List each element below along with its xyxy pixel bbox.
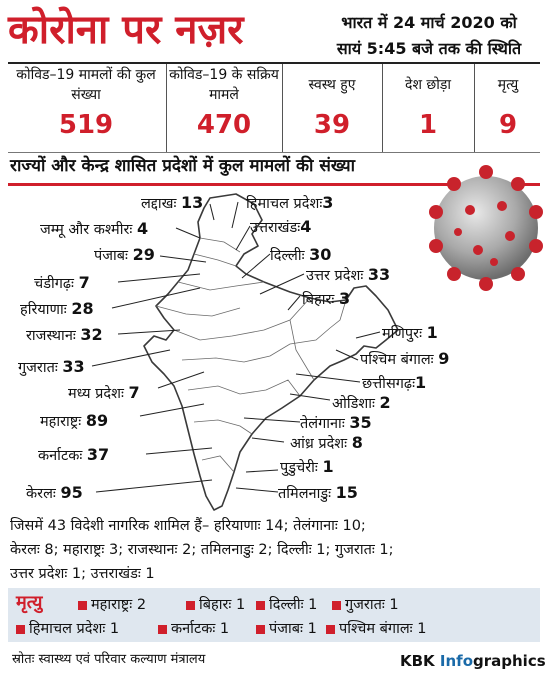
state-label-punjab: पंजाबः 29 xyxy=(94,245,155,264)
stat-label: कोविड–19 के सक्रिय मामले xyxy=(169,67,279,103)
state-label-tamil-nadu: तमिलनाडुः 15 xyxy=(278,483,358,502)
state-label-chhattisgarh: छत्तीसगढ़ः1 xyxy=(362,373,427,392)
stat-value: 470 xyxy=(196,110,252,140)
stat-label: स्वस्थ हुए xyxy=(308,77,356,93)
square-bullet-icon xyxy=(78,601,87,610)
state-label-gujarat: गुजरातः 33 xyxy=(18,357,85,376)
state-label-haryana: हरियाणाः 28 xyxy=(20,299,94,318)
stat-label: देश छोड़ा xyxy=(405,77,451,93)
stat-label: कोविड–19 मामलों की कुल संख्या xyxy=(16,67,156,103)
stat-value: 519 xyxy=(58,110,114,140)
state-label-himachal-pradesh: हिमाचल प्रदेशः3 xyxy=(246,193,334,212)
death-item: बिहारः 1 xyxy=(186,594,245,616)
map-subtitle: राज्यों और केन्द्र शासित प्रदेशों में कुल मामलों की संख्या xyxy=(10,156,356,176)
state-label-madhya-pradesh: मध्य प्रदेशः 7 xyxy=(68,383,140,402)
state-label-maharashtra: महाराष्ट्रः 89 xyxy=(40,411,109,430)
state-label-chandigarh: चंडीगढ़ः 7 xyxy=(34,273,90,292)
as-of-line-2: सायं 5:45 बजे तक की स्थिति xyxy=(336,39,522,58)
death-item: पश्चिम बंगालः 1 xyxy=(326,618,426,640)
state-label-bihar: बिहारः 3 xyxy=(302,289,351,308)
stat-value: 39 xyxy=(313,110,351,140)
note-line: केरलः 8; महाराष्ट्रः 3; राजस्थानः 2; तमिलनाडुः 2; दिल्लीः 1; गुजरातः 1; xyxy=(10,542,394,558)
as-of-date xyxy=(318,10,540,62)
square-bullet-icon xyxy=(16,625,25,634)
brand-logo: KBK Infographics xyxy=(400,652,546,670)
square-bullet-icon xyxy=(256,601,265,610)
stat-total-cases xyxy=(8,64,164,140)
as-of-line-1: भारत में 24 मार्च 2020 को xyxy=(341,13,517,32)
stat-divider xyxy=(282,64,283,152)
state-label-delhi: दिल्लीः 30 xyxy=(270,245,332,264)
state-label-odisha: ओडिशाः 2 xyxy=(332,393,391,412)
square-bullet-icon xyxy=(326,625,335,634)
state-label-telangana: तेलंगानाः 35 xyxy=(300,413,372,432)
square-bullet-icon xyxy=(332,601,341,610)
death-item: दिल्लीः 1 xyxy=(256,594,317,616)
death-item: गुजरातः 1 xyxy=(332,594,399,616)
state-label-rajasthan: राजस्थानः 32 xyxy=(26,325,103,344)
state-label-andhra-pradesh: आंध्र प्रदेशः 8 xyxy=(290,433,363,452)
state-label-karnataka: कर्नाटकः 37 xyxy=(38,445,110,464)
death-item: हिमाचल प्रदेशः 1 xyxy=(16,618,119,640)
state-label-uttarakhand: उत्तराखंडः4 xyxy=(250,217,312,236)
state-label-manipur: मणिपुरः 1 xyxy=(382,323,438,342)
state-label-uttar-pradesh: उत्तर प्रदेशः 33 xyxy=(306,265,391,284)
stat-value: 9 xyxy=(498,110,518,140)
square-bullet-icon xyxy=(158,625,167,634)
death-item: कर्नाटकः 1 xyxy=(158,618,229,640)
state-label-west-bengal: पश्चिम बंगालः 9 xyxy=(360,349,450,368)
note-line: जिसमें 43 विदेशी नागरिक शामिल हैं– हरियाणाः 14; तेलंगानाः 10; xyxy=(10,518,366,534)
state-label-ladakh: लद्दाखः 13 xyxy=(141,193,204,212)
foreign-nationals-note xyxy=(10,514,542,586)
stat-value: 1 xyxy=(418,110,438,140)
square-bullet-icon xyxy=(256,625,265,634)
state-label-jammu-kashmir: जम्मू और कश्मीरः 4 xyxy=(40,219,149,238)
stat-migrated xyxy=(384,64,472,140)
stat-label: मृत्यु xyxy=(497,77,519,93)
death-item: पंजाबः 1 xyxy=(256,618,317,640)
stat-deaths xyxy=(476,64,540,140)
page-title: कोरोना पर नज़र xyxy=(8,7,244,53)
stat-divider xyxy=(166,64,167,152)
note-line: उत्तर प्रदेशः 1; उत्तराखंडः 1 xyxy=(10,566,155,582)
stat-divider xyxy=(382,64,383,152)
stat-recovered xyxy=(284,64,380,140)
stat-active-cases xyxy=(168,64,280,140)
deaths-title: मृत्यु xyxy=(16,592,43,613)
square-bullet-icon xyxy=(186,601,195,610)
source-note: स्रोतः स्वास्थ्य एवं परिवार कल्याण मंत्रालय xyxy=(12,652,206,667)
state-label-kerala: केरलः 95 xyxy=(26,483,83,502)
state-label-puducherry: पुडुचेरीः 1 xyxy=(280,457,334,476)
stat-divider xyxy=(474,64,475,152)
death-item: महाराष्ट्रः 2 xyxy=(78,594,146,616)
